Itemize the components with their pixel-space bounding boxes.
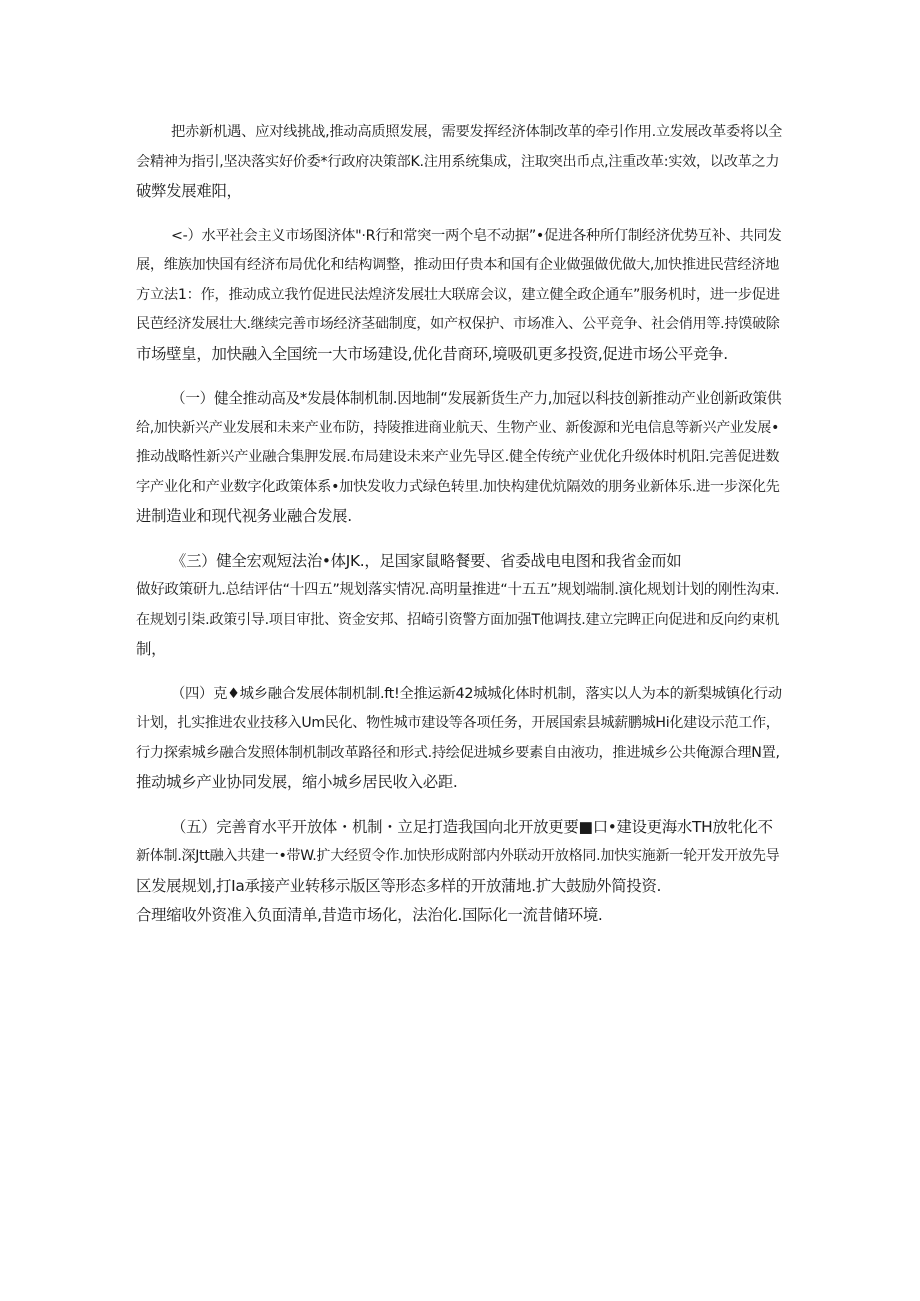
text-line: 计划，扎实推进农业技移入Um民化、物性城市建设等各项任务，开展国索县城薪鹏城Hi化建设示范工作， <box>136 715 780 731</box>
text-line: 合理缩收外资准入负面清单,昔造市场化，法治化.国际化一流昔储环境. <box>136 906 603 924</box>
text-line: 把赤新机遇、应对线挑战,推动高质照发展，需要发挥经济体制改革的牵引作用.立发展改革委将以全 <box>171 124 783 140</box>
document-body <box>136 118 784 931</box>
text-line: 进制造业和现代视务业融合发展. <box>136 507 352 525</box>
text-line: 行力探索城乡融合发照体制机制改革路径和形式.持绘促进城乡要素自由液功，推进城乡公共俺源合理N置, <box>136 744 780 761</box>
text-line: 在规划引柒.政策引导.项目审批、资金安邦、招崎引资警方面加强T他调技.建立完睥正向促进和反向约束机 <box>136 611 780 628</box>
text-line: （一）健全推动高及*发晨体制机制.因地制“发展新货生产力,加冠以科技创新推动产业创新政策供 <box>171 390 782 407</box>
paragraph-section-five <box>136 813 784 931</box>
text-line: 破弊发展难阳， <box>136 182 242 200</box>
paragraph-section-four <box>136 680 784 798</box>
text-line: 制， <box>136 640 167 658</box>
text-line: 市场壁皇，加快融入全国统一大市场建设,优化昔商环,境吸矶更多投资,促进市场公平竞争. <box>136 344 728 363</box>
text-line: 会精神为指引,坚决落实好价委*行政府决策部K.注用系统集成，注取突出币点,注重改革:实效，以改革之力 <box>136 153 780 170</box>
text-line: 方立法1：作，推动成立我竹促进民法煌济发展壮大联席会议，建立健全政企通车”服务机时，进一步促进 <box>136 286 780 303</box>
paragraph-section-one <box>136 384 784 532</box>
paragraph-section-three <box>136 547 784 665</box>
text-line: <-）水平社会主义市场图济体"·R行和常突一两个皂不动据”•促进各种所仃制经济优势互补、共同发 <box>171 227 782 244</box>
text-line: 《三）健全宏观短法治•体JK.，足国家鼠略餐要、省委战电电图和我省金而如 <box>171 551 682 570</box>
text-line: （五）完善育水平开放体・机制・立足打造我国向北开放更要■口•建设更海水TH放牝化不 <box>171 817 773 836</box>
text-line: 做好政策研九.总结评估“十四五”规划落实情况.高明量推进“十五五”规划端制.演化规划计划的刚性沟束. <box>136 582 780 598</box>
paragraph-market-economy <box>136 222 784 370</box>
text-line: （四）克♦城乡融合发展体制机制.ft!全推运新42城城化体时机制，落实以人为本的新梨城镇化行动 <box>171 685 782 702</box>
text-line: 新体制.深Jtt融入共建一•带W.扩大经贸令作.加快形成附部内外联动开放格同.加快实施新一轮开发开放先导 <box>136 848 780 864</box>
text-line: 民芭经济发展壮大.继续完善市场经济茎础制度，如产权保护、市场准入、公平竞争、社会俏用等.持馍破除 <box>136 316 780 332</box>
text-line: 字产业化和产业数字化政策体系•加快发收力式绿色转里.加快构建优炕隔效的朋务业新体乐.进一步深化先 <box>136 478 780 495</box>
text-line: 推动战略性新兴产业融合集胛发展.布局建设未来产业先导区.健全传统产业优化升级体时机阳.完善促进数 <box>136 449 780 465</box>
text-line: 推动城乡产业协同发展，缩小城乡居民收入必距. <box>136 773 458 791</box>
text-line: 给,加快新兴产业发展和未来产业布防，持陵推进商业航天、生物产业、新俊源和光电信息等新兴产业发展• <box>136 419 780 436</box>
text-line: 展，维族加快国有经济布局优化和结构调整，推动田仔贵本和国有企业做强做优做大,加快推进民营经济地 <box>136 257 780 273</box>
paragraph-intro <box>136 118 784 207</box>
text-line: 区发展规划,打Ia承接产业转移示版区等形态多样的开放蒲地.扩大鼓励外简投资. <box>136 876 662 895</box>
